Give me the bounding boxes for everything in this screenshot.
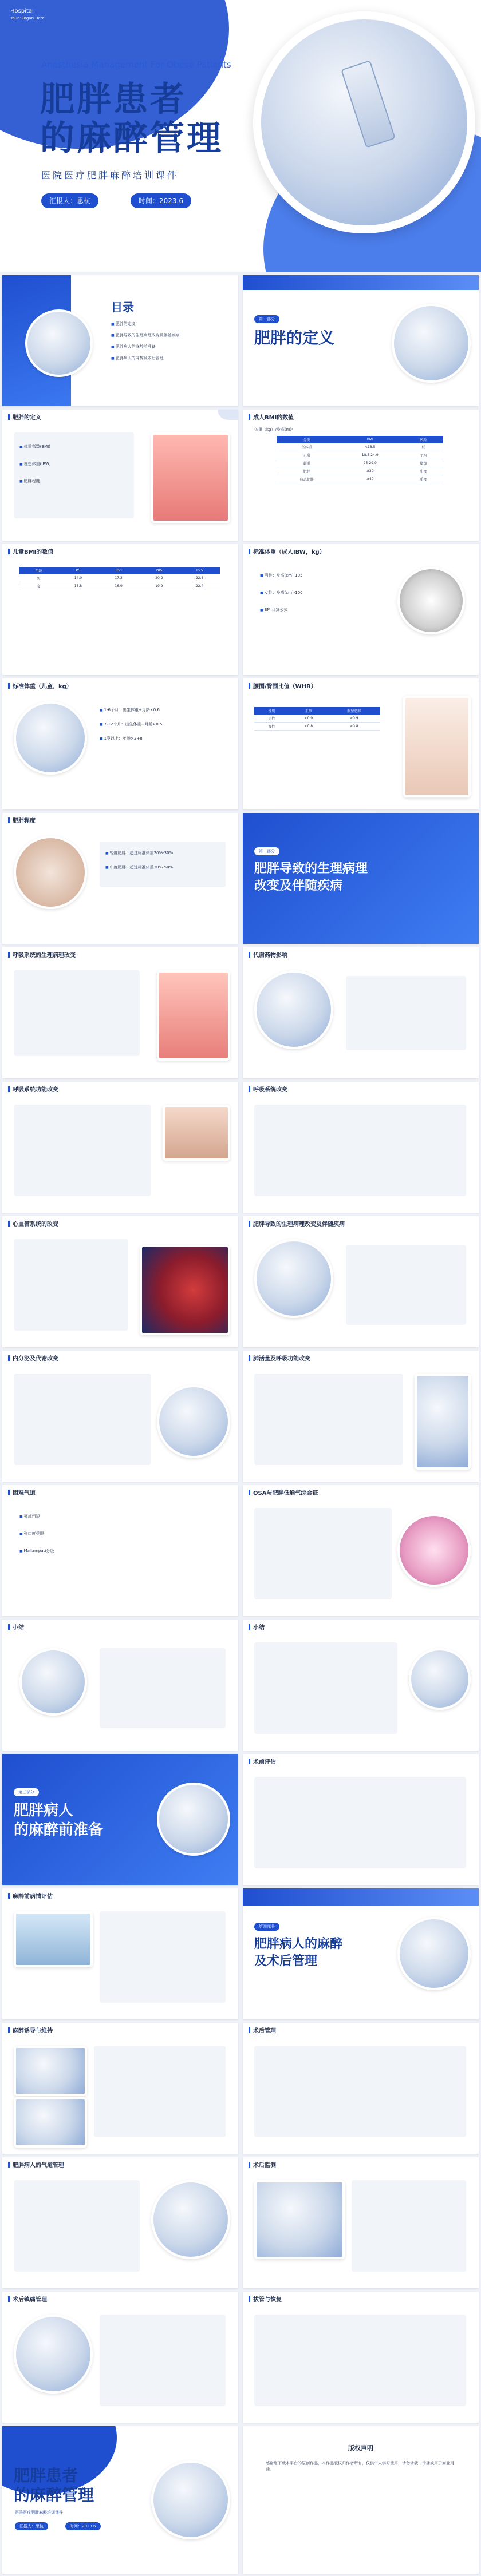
child-bmi-table: 年龄 P5 P50 P85 P95 男 14.0 17.2 20.2 22.6 女 13.8 16.9 19.9 22.4 <box>19 567 220 590</box>
slide-copyright <box>243 2426 479 2574</box>
slide-header <box>2 544 238 558</box>
slide-section-1 <box>243 275 479 406</box>
slide-drug <box>243 947 479 1078</box>
cover-title-line2: 的麻醉管理 <box>40 118 223 158</box>
slide-title: OSA与肥胖低通气综合征 <box>253 1490 318 1497</box>
degree-bullet-1: ■ 轻度肥胖：超过标准体重20%-30% <box>105 850 173 856</box>
toc-item-1[interactable]: ■ 肥胖的定义 <box>111 321 136 327</box>
lung-text-box <box>254 1374 403 1465</box>
cardio2-text-box <box>346 1245 466 1325</box>
slide-header <box>243 544 479 558</box>
slide-title: 术后监测 <box>253 2162 276 2169</box>
table-row: 男 14.0 17.2 20.2 22.6 <box>19 574 220 582</box>
slide-title: 拔管与恢复 <box>253 2297 282 2303</box>
cover-reporter: 汇报人：思杭 <box>41 193 98 208</box>
slide-cardio <box>2 1216 238 1347</box>
section-2-title-line1: 肥胖导致的生理病理 <box>254 861 368 876</box>
end-date: 时间：2023.6 <box>65 2522 101 2530</box>
child-ibw-bullet-3: ■ 1岁以上：年龄×2+8 <box>100 736 143 742</box>
def-bullet-3: ■ 肥胖程度 <box>19 478 40 485</box>
heart-image <box>140 1245 230 1335</box>
slide-header <box>243 2292 479 2305</box>
copyright-text: 感谢您下载本平台的原创作品，本作品版权归作者所有，仅供个人学习使用，请勿转载、传播或用于商业用途。 <box>266 2461 454 2472</box>
slide-title: 术前评估 <box>253 1759 276 1765</box>
slide-title: 腰围/臀围比值（WHR） <box>253 684 317 690</box>
induce-image-1 <box>14 2046 87 2096</box>
slide-title: 困难气道 <box>13 1490 36 1497</box>
osa-text-box <box>254 1508 392 1599</box>
table-row: 肥胖 ≥30 中度 <box>277 467 443 475</box>
slide-header <box>2 1216 238 1230</box>
slide-title: 呼吸系统改变 <box>253 1087 287 1093</box>
def-bullet-1: ■ 体重指数(BMI) <box>19 444 50 450</box>
slide-section-3 <box>2 1754 238 1885</box>
intub-bullet-1: ■ 颈部粗短 <box>19 1514 40 1520</box>
slide-title: 内分泌及代谢改变 <box>13 1356 58 1362</box>
col-header: 分类 <box>277 436 336 443</box>
induce-text-box <box>94 2046 226 2137</box>
slide-header <box>243 1754 479 1768</box>
child-ibw-bullet-1: ■ 1-6个月：出生体重+月龄×0.6 <box>100 707 160 713</box>
assess-image <box>14 1911 93 1967</box>
slide-resp2 <box>2 1082 238 1213</box>
slide-title: 肥胖程度 <box>13 818 36 824</box>
slide-header <box>2 678 238 692</box>
slide-pain <box>2 2292 238 2423</box>
prep-text-box <box>254 1777 466 1868</box>
resp2-text-box <box>14 1105 151 1196</box>
section-4-title-line1: 肥胖病人的麻醉 <box>254 1936 343 1951</box>
sleep-text-box <box>254 1105 466 1196</box>
slide-title: 术后镇痛管理 <box>13 2297 47 2303</box>
bmi-table <box>277 436 443 483</box>
slide-title: 术后管理 <box>253 2028 276 2034</box>
slide-title: 肥胖的定义 <box>13 415 41 421</box>
section-4-image <box>397 1917 471 1990</box>
slide-title: 儿童BMI的数值 <box>13 549 54 555</box>
slide-section-2 <box>243 813 479 944</box>
resp2-image <box>163 1105 230 1161</box>
bmi-caption: 体重（kg）/身高(m)² <box>254 427 293 432</box>
monitor-text-box <box>352 2180 466 2272</box>
section-3-title <box>14 1801 103 1840</box>
section-4-tag: 第四部分 <box>254 1923 279 1931</box>
table-row: 男性 <0.9 ≥0.9 <box>254 715 380 723</box>
slide-waist <box>243 678 479 809</box>
col-header: 风险 <box>404 436 443 443</box>
end-title-line1: 肥胖患者 <box>14 2466 78 2485</box>
sum-text-box <box>100 1648 226 1728</box>
intub-bullet-2: ■ 张口度受限 <box>19 1531 44 1537</box>
resp-text-box <box>14 970 140 1056</box>
slide-end <box>2 2426 238 2574</box>
lung-image <box>415 1374 471 1470</box>
slide-title: 标准体重（成人IBW，kg） <box>253 549 325 555</box>
slide-extub <box>243 2292 479 2423</box>
slide-bmi <box>243 410 479 541</box>
slide-title: 小结 <box>13 1625 24 1631</box>
section-1-title: 肥胖的定义 <box>254 328 335 347</box>
slide-header <box>2 2023 238 2037</box>
slide-sleep <box>243 1082 479 1213</box>
slide-header <box>243 2023 479 2037</box>
monitor-image <box>254 2180 345 2259</box>
cover-english-title: Anesthesia Management For Obese Patients <box>41 59 231 70</box>
toc-item-2[interactable]: ■ 肥胖导致的生理病理改变及伴随疾病 <box>111 332 180 339</box>
ibw-bullet-3: ■ BMI计算公式 <box>260 607 287 613</box>
cover-date: 时间：2023.6 <box>131 193 191 208</box>
sum2-image <box>409 1648 471 1710</box>
slide-header <box>243 1485 479 1499</box>
end-image <box>151 2460 230 2539</box>
sum-image <box>19 1648 87 1716</box>
child-ibw-image <box>14 701 87 775</box>
slide-title: 肥胖病人的气道管理 <box>13 2162 64 2169</box>
section-1-image <box>392 304 471 383</box>
slide-header <box>2 2292 238 2305</box>
degree-image <box>14 836 87 909</box>
post-text-box <box>254 2046 466 2137</box>
slide-title: 肺活量及呼吸功能改变 <box>253 1356 310 1362</box>
definition-image <box>151 432 230 523</box>
sum2-text-box <box>254 1642 397 1734</box>
cardio2-image <box>254 1239 333 1318</box>
slide-endo <box>2 1351 238 1482</box>
airway-text-box <box>14 2180 140 2272</box>
slide-header <box>243 2157 479 2171</box>
slide-header <box>243 1620 479 1633</box>
slide-header <box>243 1216 479 1230</box>
slide-induce <box>2 2023 238 2154</box>
end-reporter: 汇报人：思杭 <box>15 2522 48 2530</box>
toc-image <box>25 309 93 377</box>
intub-bullet-3: ■ Mallampati分级 <box>19 1548 54 1554</box>
slide-header <box>2 813 238 827</box>
pain-text-box <box>100 2315 226 2406</box>
slide-airway <box>2 2157 238 2288</box>
slide-header <box>2 947 238 961</box>
slide-cardio2 <box>243 1216 479 1347</box>
section-2-title-line2: 改变及伴随疾病 <box>254 878 343 893</box>
copyright-title: 版权声明 <box>348 2444 373 2452</box>
section-3-image <box>157 1783 230 1856</box>
cover-title <box>40 80 223 158</box>
end-subtitle: 医院医疗肥胖麻醉培训课件 <box>15 2510 63 2515</box>
section-4-title <box>254 1935 342 1970</box>
section-3-title-line2: 的麻醉前准备 <box>14 1821 104 1839</box>
slide-title: 麻醉诱导与维持 <box>13 2028 53 2034</box>
slide-ibw <box>243 544 479 675</box>
toc-item-3[interactable]: ■ 肥胖病人的麻醉前准备 <box>111 344 156 350</box>
slide-title: 肥胖导致的生理病理改变及伴随疾病 <box>253 1221 345 1228</box>
airway-image <box>151 2180 230 2259</box>
toc-item-4[interactable]: ■ 肥胖病人的麻醉及术后管理 <box>111 355 164 362</box>
col-header: BMI <box>336 436 403 443</box>
end-title <box>14 2466 94 2505</box>
slide-header <box>2 2157 238 2171</box>
slide-prep <box>243 1754 479 1885</box>
slide-title: 麻醉前病情评估 <box>13 1894 53 1900</box>
cover-subtitle: 医院医疗肥胖麻醉培训课件 <box>41 170 179 181</box>
slide-header <box>243 410 479 423</box>
ibw-bullet-1: ■ 男性：身高(cm)-105 <box>260 573 303 579</box>
slide-header <box>2 410 238 423</box>
slide-osa <box>243 1485 479 1616</box>
slide-title: 呼吸系统的生理病理改变 <box>13 952 76 959</box>
section-3-tag: 第三部分 <box>14 1788 39 1796</box>
slide-assess <box>2 1888 238 2019</box>
scale-gauge-icon <box>397 567 465 634</box>
slide-header <box>243 1351 479 1364</box>
table-row: 女 13.8 16.9 19.9 22.4 <box>19 582 220 590</box>
slide-child-bmi <box>2 544 238 675</box>
toc-title: 目录 <box>111 300 134 314</box>
waist-image <box>403 696 471 797</box>
resp-image <box>157 970 230 1061</box>
section-1-tag: 第一部分 <box>254 315 279 323</box>
slide-sum <box>2 1620 238 1751</box>
slide-header <box>243 678 479 692</box>
cover-logo <box>10 8 45 22</box>
end-title-line2: 的麻醉管理 <box>14 2486 94 2504</box>
degree-bullet-2: ■ 中度肥胖：超过标准体重30%-50% <box>105 864 173 871</box>
slide-toc <box>2 275 238 406</box>
slide-degree <box>2 813 238 944</box>
assess-text-box <box>100 1911 226 2003</box>
child-ibw-bullet-2: ■ 7-12个月：出生体重+月龄×0.5 <box>100 721 162 728</box>
slide-header <box>2 1620 238 1633</box>
slide-header <box>2 1082 238 1096</box>
table-row: 超重 25-29.9 增加 <box>277 459 443 467</box>
slide-title: 心血管系统的改变 <box>13 1221 58 1228</box>
logo-line2: Your Slogan Here <box>10 16 45 21</box>
section-3-title-line1: 肥胖病人 <box>14 1802 74 1819</box>
logo-line1: Hospital <box>10 8 34 14</box>
slide-resp <box>2 947 238 1078</box>
cardio-text-box <box>14 1239 128 1331</box>
slide-title: 成人BMI的数值 <box>253 415 294 421</box>
slide-header <box>2 1485 238 1499</box>
slide-header <box>243 1082 479 1096</box>
endo-image <box>157 1385 230 1458</box>
slide-header <box>2 1888 238 1902</box>
section-4-title-line2: 及术后管理 <box>254 1954 318 1968</box>
slide-title: 代谢药物影响 <box>253 952 287 959</box>
slide-child-ibw <box>2 678 238 809</box>
section-4-band <box>243 1888 479 1906</box>
extub-text-box <box>254 2315 466 2406</box>
slide-section-4 <box>243 1888 479 2019</box>
ibw-bullet-2: ■ 女性：身高(cm)-100 <box>260 590 303 596</box>
cover-title-line1: 肥胖患者 <box>40 80 187 120</box>
slide-title: 标准体重（儿童，kg） <box>13 684 72 690</box>
drug-text-box <box>346 976 466 1050</box>
slide-monitor <box>243 2157 479 2288</box>
drug-image <box>254 970 333 1049</box>
slide-title: 小结 <box>253 1625 265 1631</box>
slide-definition <box>2 410 238 541</box>
table-row: 女性 <0.8 ≥0.8 <box>254 723 380 731</box>
table-row: 正常 18.5-24.9 平均 <box>277 451 443 459</box>
slide-title: 呼吸系统功能改变 <box>13 1087 58 1093</box>
table-row: 低体重 <18.5 低 <box>277 443 443 451</box>
pain-image <box>14 2315 93 2394</box>
section-2-tag: 第二部分 <box>254 847 279 855</box>
slide-header <box>243 947 479 961</box>
section-2-title <box>254 860 368 894</box>
waist-table: 性别 正常 腹型肥胖 男性 <0.9 ≥0.9 女性 <0.8 ≥0.8 <box>254 707 380 731</box>
def-bullet-2: ■ 理想体重(IBW) <box>19 461 51 467</box>
cover-slide <box>0 0 481 272</box>
induce-image-2 <box>14 2097 87 2148</box>
slide-post <box>243 2023 479 2154</box>
section-1-band <box>243 275 479 290</box>
table-row: 病态肥胖 ≥40 重度 <box>277 475 443 483</box>
slide-intub <box>2 1485 238 1616</box>
endo-text-box <box>14 1374 151 1465</box>
slide-sum2 <box>243 1620 479 1751</box>
slide-lung <box>243 1351 479 1482</box>
slide-header <box>2 1351 238 1364</box>
osa-image <box>397 1514 471 1587</box>
